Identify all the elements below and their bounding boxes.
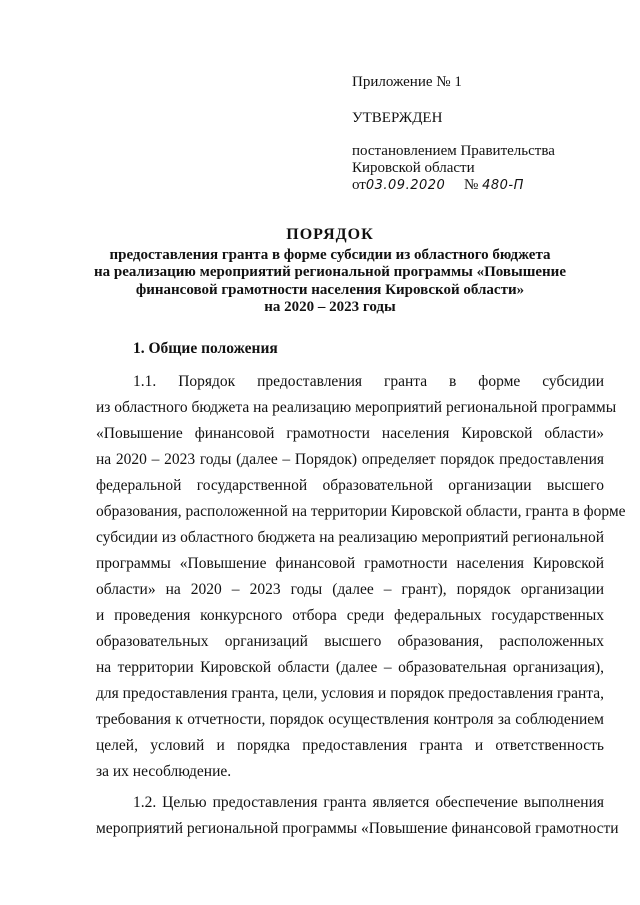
document-subtitle xyxy=(60,247,600,316)
paragraph-line: субсидии из областного бюджета на реализацию мероприятий региональной xyxy=(96,529,604,546)
paragraph-line: целей, условий и порядка предоставления гранта и ответственность xyxy=(96,737,604,754)
paragraph-line: требования к отчетности, порядок осуществления контроля за соблюдением xyxy=(96,711,604,728)
document-title: ПОРЯДОК xyxy=(286,226,374,243)
decree-line-2: Кировской области xyxy=(352,160,475,176)
subtitle-line: на реализацию мероприятий региональной программы «Повышение xyxy=(94,264,566,281)
paragraph-line: образования, расположенной на территории Кировской области, гранта в форме xyxy=(96,503,626,520)
paragraph-line: на территории Кировской области (далее – образовательная организация), xyxy=(96,659,604,676)
decree-date-number xyxy=(352,177,524,194)
paragraph-line: области» на 2020 – 2023 годы (далее – грант), порядок организации xyxy=(96,581,604,598)
date-prefix: от xyxy=(352,177,366,193)
paragraph-line: «Повышение финансовой грамотности населения Кировской области» xyxy=(96,425,604,442)
subtitle-line: финансовой грамотности населения Кировской области» xyxy=(135,281,525,298)
subtitle-line: предоставления гранта в форме субсидии из областного бюджета xyxy=(109,247,551,263)
paragraph-line: из областного бюджета на реализацию мероприятий региональной программы xyxy=(96,399,617,416)
number-value: 480-П xyxy=(482,178,524,193)
approved-label: УТВЕРЖДЕН xyxy=(352,110,443,126)
paragraph-line: за их несоблюдение. xyxy=(96,763,232,780)
appendix-label: Приложение № 1 xyxy=(352,74,462,90)
paragraph-line: федеральной государственной образовательной организации высшего xyxy=(96,477,604,494)
date-value: 03.09.2020 xyxy=(365,178,446,193)
subtitle-line: на 2020 – 2023 годы xyxy=(264,298,396,315)
paragraph-line: 1.2. Целью предоставления гранта является обеспечение выполнения xyxy=(133,794,604,811)
paragraph-line: программы «Повышение финансовой грамотности населения Кировской xyxy=(96,555,604,572)
paragraph-line: мероприятий региональной программы «Повышение финансовой грамотности xyxy=(96,820,619,837)
paragraph-line: образовательных организаций высшего образования, расположенных xyxy=(96,633,604,650)
paragraph-line: на 2020 – 2023 годы (далее – Порядок) определяет порядок предоставления xyxy=(96,451,604,468)
section-heading: 1. Общие положения xyxy=(133,340,278,357)
decree-line-1: постановлением Правительства xyxy=(352,143,555,159)
paragraph-line: для предоставления гранта, цели, условия и порядок предоставления гранта, xyxy=(96,685,604,702)
number-prefix: № xyxy=(464,177,479,193)
paragraph-line: 1.1. Порядок предоставления гранта в форме субсидии xyxy=(133,373,604,390)
paragraph-line: и проведения конкурсного отбора среди федеральных государственных xyxy=(96,607,604,624)
